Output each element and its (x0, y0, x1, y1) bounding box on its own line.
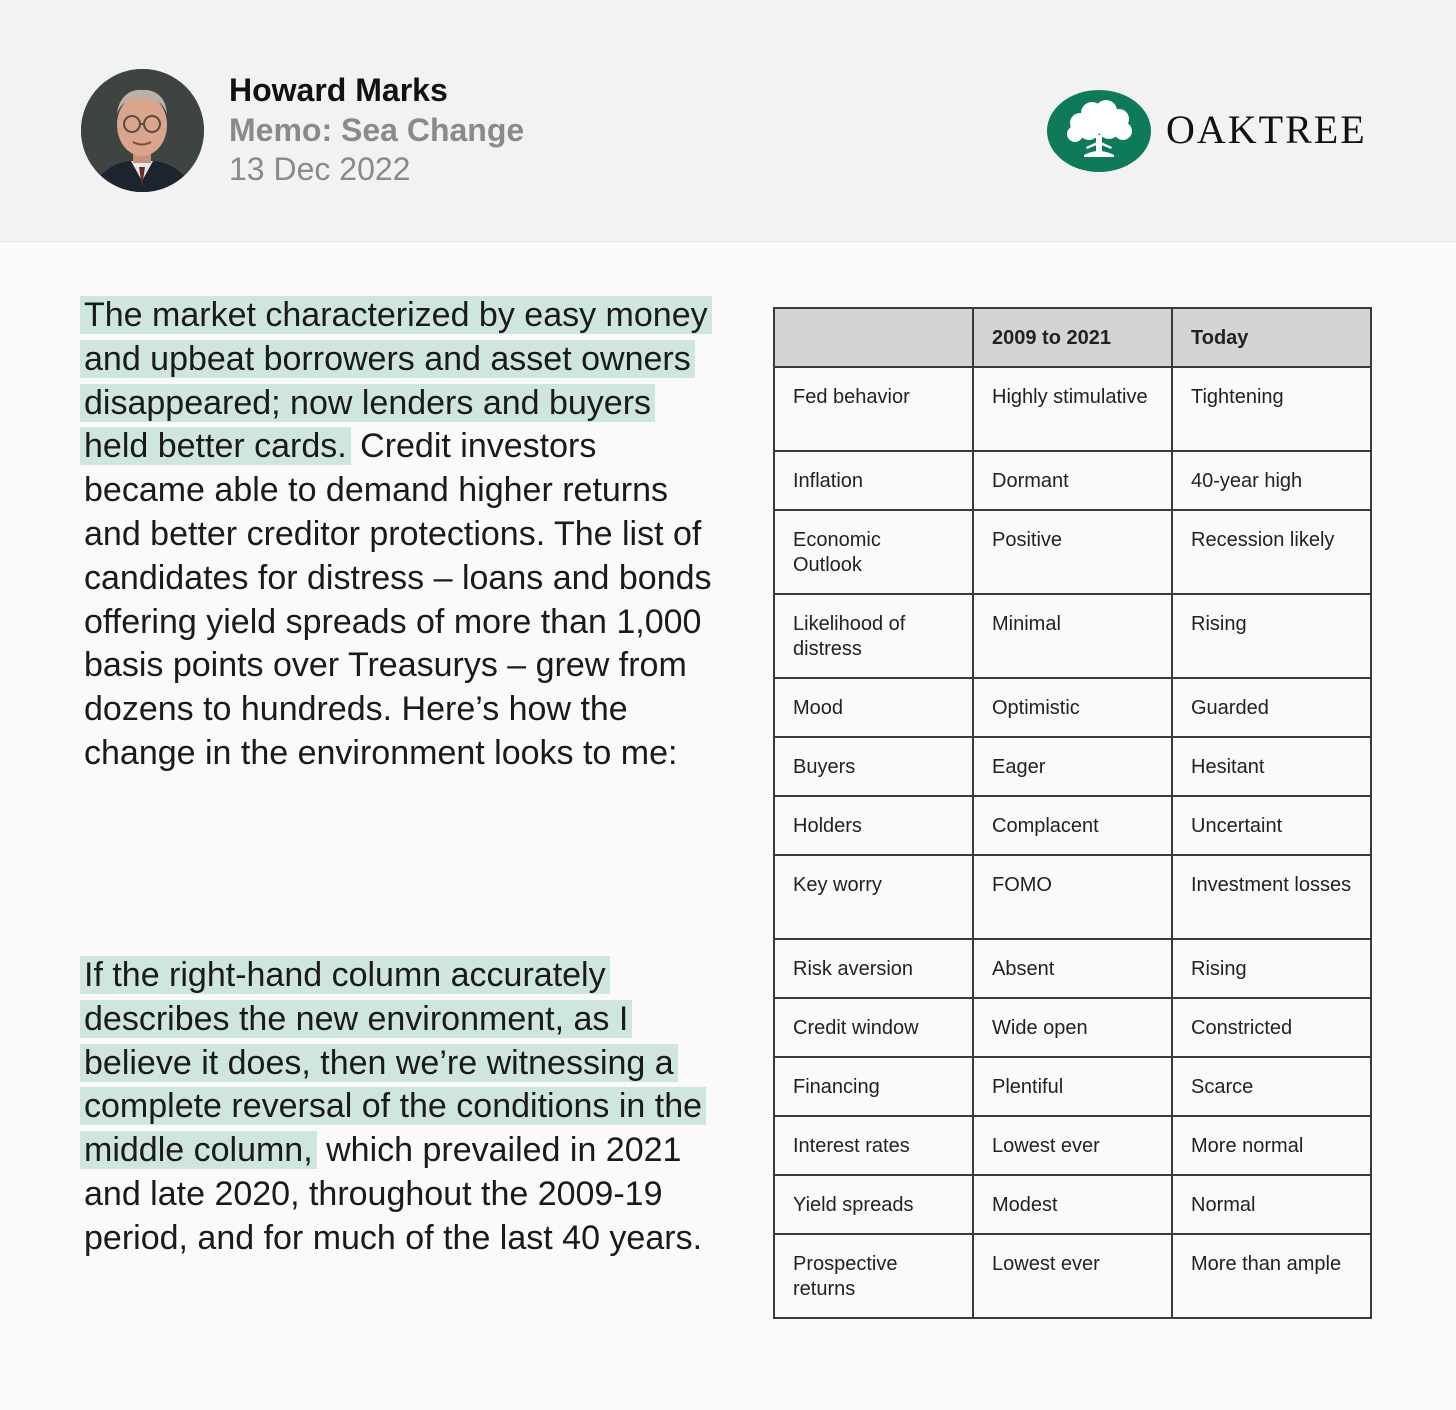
comparison-table-grid (773, 307, 1372, 1319)
table-cell: Credit window (774, 998, 973, 1057)
paragraph-1 (84, 294, 724, 776)
table-cell: Wide open (973, 998, 1172, 1057)
paragraph-2 (84, 954, 724, 1261)
table-cell: Likelihood of distress (774, 594, 973, 678)
table-cell: Inflation (774, 451, 973, 510)
paragraph-text: Credit investors became able to demand higher returns and better creditor protections. The list of candidates for distress – loans and bonds offering yield spreads of more than 1,000 basis points over Treasurys – grew from dozens to hundreds. Here’s how the change in the environment looks to me: (84, 427, 712, 772)
table-cell: Scarce (1172, 1057, 1371, 1116)
table-cell: Fed behavior (774, 367, 973, 451)
table-cell: Yield spreads (774, 1175, 973, 1234)
table-cell: Investment losses (1172, 855, 1371, 939)
author-name: Howard Marks (229, 72, 448, 108)
table-cell: Guarded (1172, 678, 1371, 737)
table-cell: Plentiful (973, 1057, 1172, 1116)
paragraph-text: which prevailed in 2021 and late 2020, throughout the 2009-19 period, and for much of the last 40 years. (84, 1131, 703, 1257)
table-cell: Financing (774, 1057, 973, 1116)
table-cell: Lowest ever (973, 1116, 1172, 1175)
table-cell: Modest (973, 1175, 1172, 1234)
table-header-cell: Today (1172, 308, 1371, 367)
table-row (774, 1116, 1371, 1175)
table-row (774, 796, 1371, 855)
table-cell: Complacent (973, 796, 1172, 855)
table-cell: Hesitant (1172, 737, 1371, 796)
table-cell: Mood (774, 678, 973, 737)
table-cell: Rising (1172, 939, 1371, 998)
table-cell: More normal (1172, 1116, 1371, 1175)
table-cell: Dormant (973, 451, 1172, 510)
oaktree-logo-text: OAKTREE (1166, 107, 1367, 152)
memo-date: 13 Dec 2022 (229, 151, 411, 187)
table-row (774, 1234, 1371, 1318)
table-header-cell: 2009 to 2021 (973, 308, 1172, 367)
oaktree-logo-icon (1046, 89, 1152, 173)
memo-header (0, 0, 1456, 242)
table-cell: Key worry (774, 855, 973, 939)
table-cell: Rising (1172, 594, 1371, 678)
table-cell: Tightening (1172, 367, 1371, 451)
table-cell: Normal (1172, 1175, 1371, 1234)
table-cell: Interest rates (774, 1116, 973, 1175)
highlighted-text: The market characterized by easy money and upbeat borrowers and asset owners disappeared; now lenders and buyers held better cards. (80, 296, 712, 465)
table-cell: Eager (973, 737, 1172, 796)
table-cell: Recession likely (1172, 510, 1371, 594)
table-cell: Constricted (1172, 998, 1371, 1057)
highlighted-text: If the right-hand column accurately describes the new environment, as I believe it does, then we’re witnessing a complete reversal of the conditions in the middle column, (80, 956, 706, 1169)
memo-title: Memo: Sea Change (229, 112, 525, 148)
table-cell: Risk aversion (774, 939, 973, 998)
table-row (774, 678, 1371, 737)
table-row (774, 510, 1371, 594)
table-cell: Uncertaint (1172, 796, 1371, 855)
table-row (774, 1057, 1371, 1116)
table-cell: Highly stimulative (973, 367, 1172, 451)
table-row (774, 939, 1371, 998)
table-cell: 40-year high (1172, 451, 1371, 510)
table-cell: Holders (774, 796, 973, 855)
table-cell: Buyers (774, 737, 973, 796)
table-cell: Positive (973, 510, 1172, 594)
table-cell: Absent (973, 939, 1172, 998)
table-header-row (774, 308, 1371, 367)
table-row (774, 451, 1371, 510)
table-cell: Economic Outlook (774, 510, 973, 594)
table-cell: Prospective returns (774, 1234, 973, 1318)
table-row (774, 737, 1371, 796)
table-row (774, 367, 1371, 451)
table-cell: Lowest ever (973, 1234, 1172, 1318)
table-row (774, 1175, 1371, 1234)
avatar (81, 69, 204, 192)
table-row (774, 594, 1371, 678)
comparison-table (773, 307, 1371, 1312)
table-cell: Minimal (973, 594, 1172, 678)
table-cell: FOMO (973, 855, 1172, 939)
table-row (774, 855, 1371, 939)
table-cell: More than ample (1172, 1234, 1371, 1318)
table-cell: Optimistic (973, 678, 1172, 737)
table-row (774, 998, 1371, 1057)
table-header-cell (774, 308, 973, 367)
